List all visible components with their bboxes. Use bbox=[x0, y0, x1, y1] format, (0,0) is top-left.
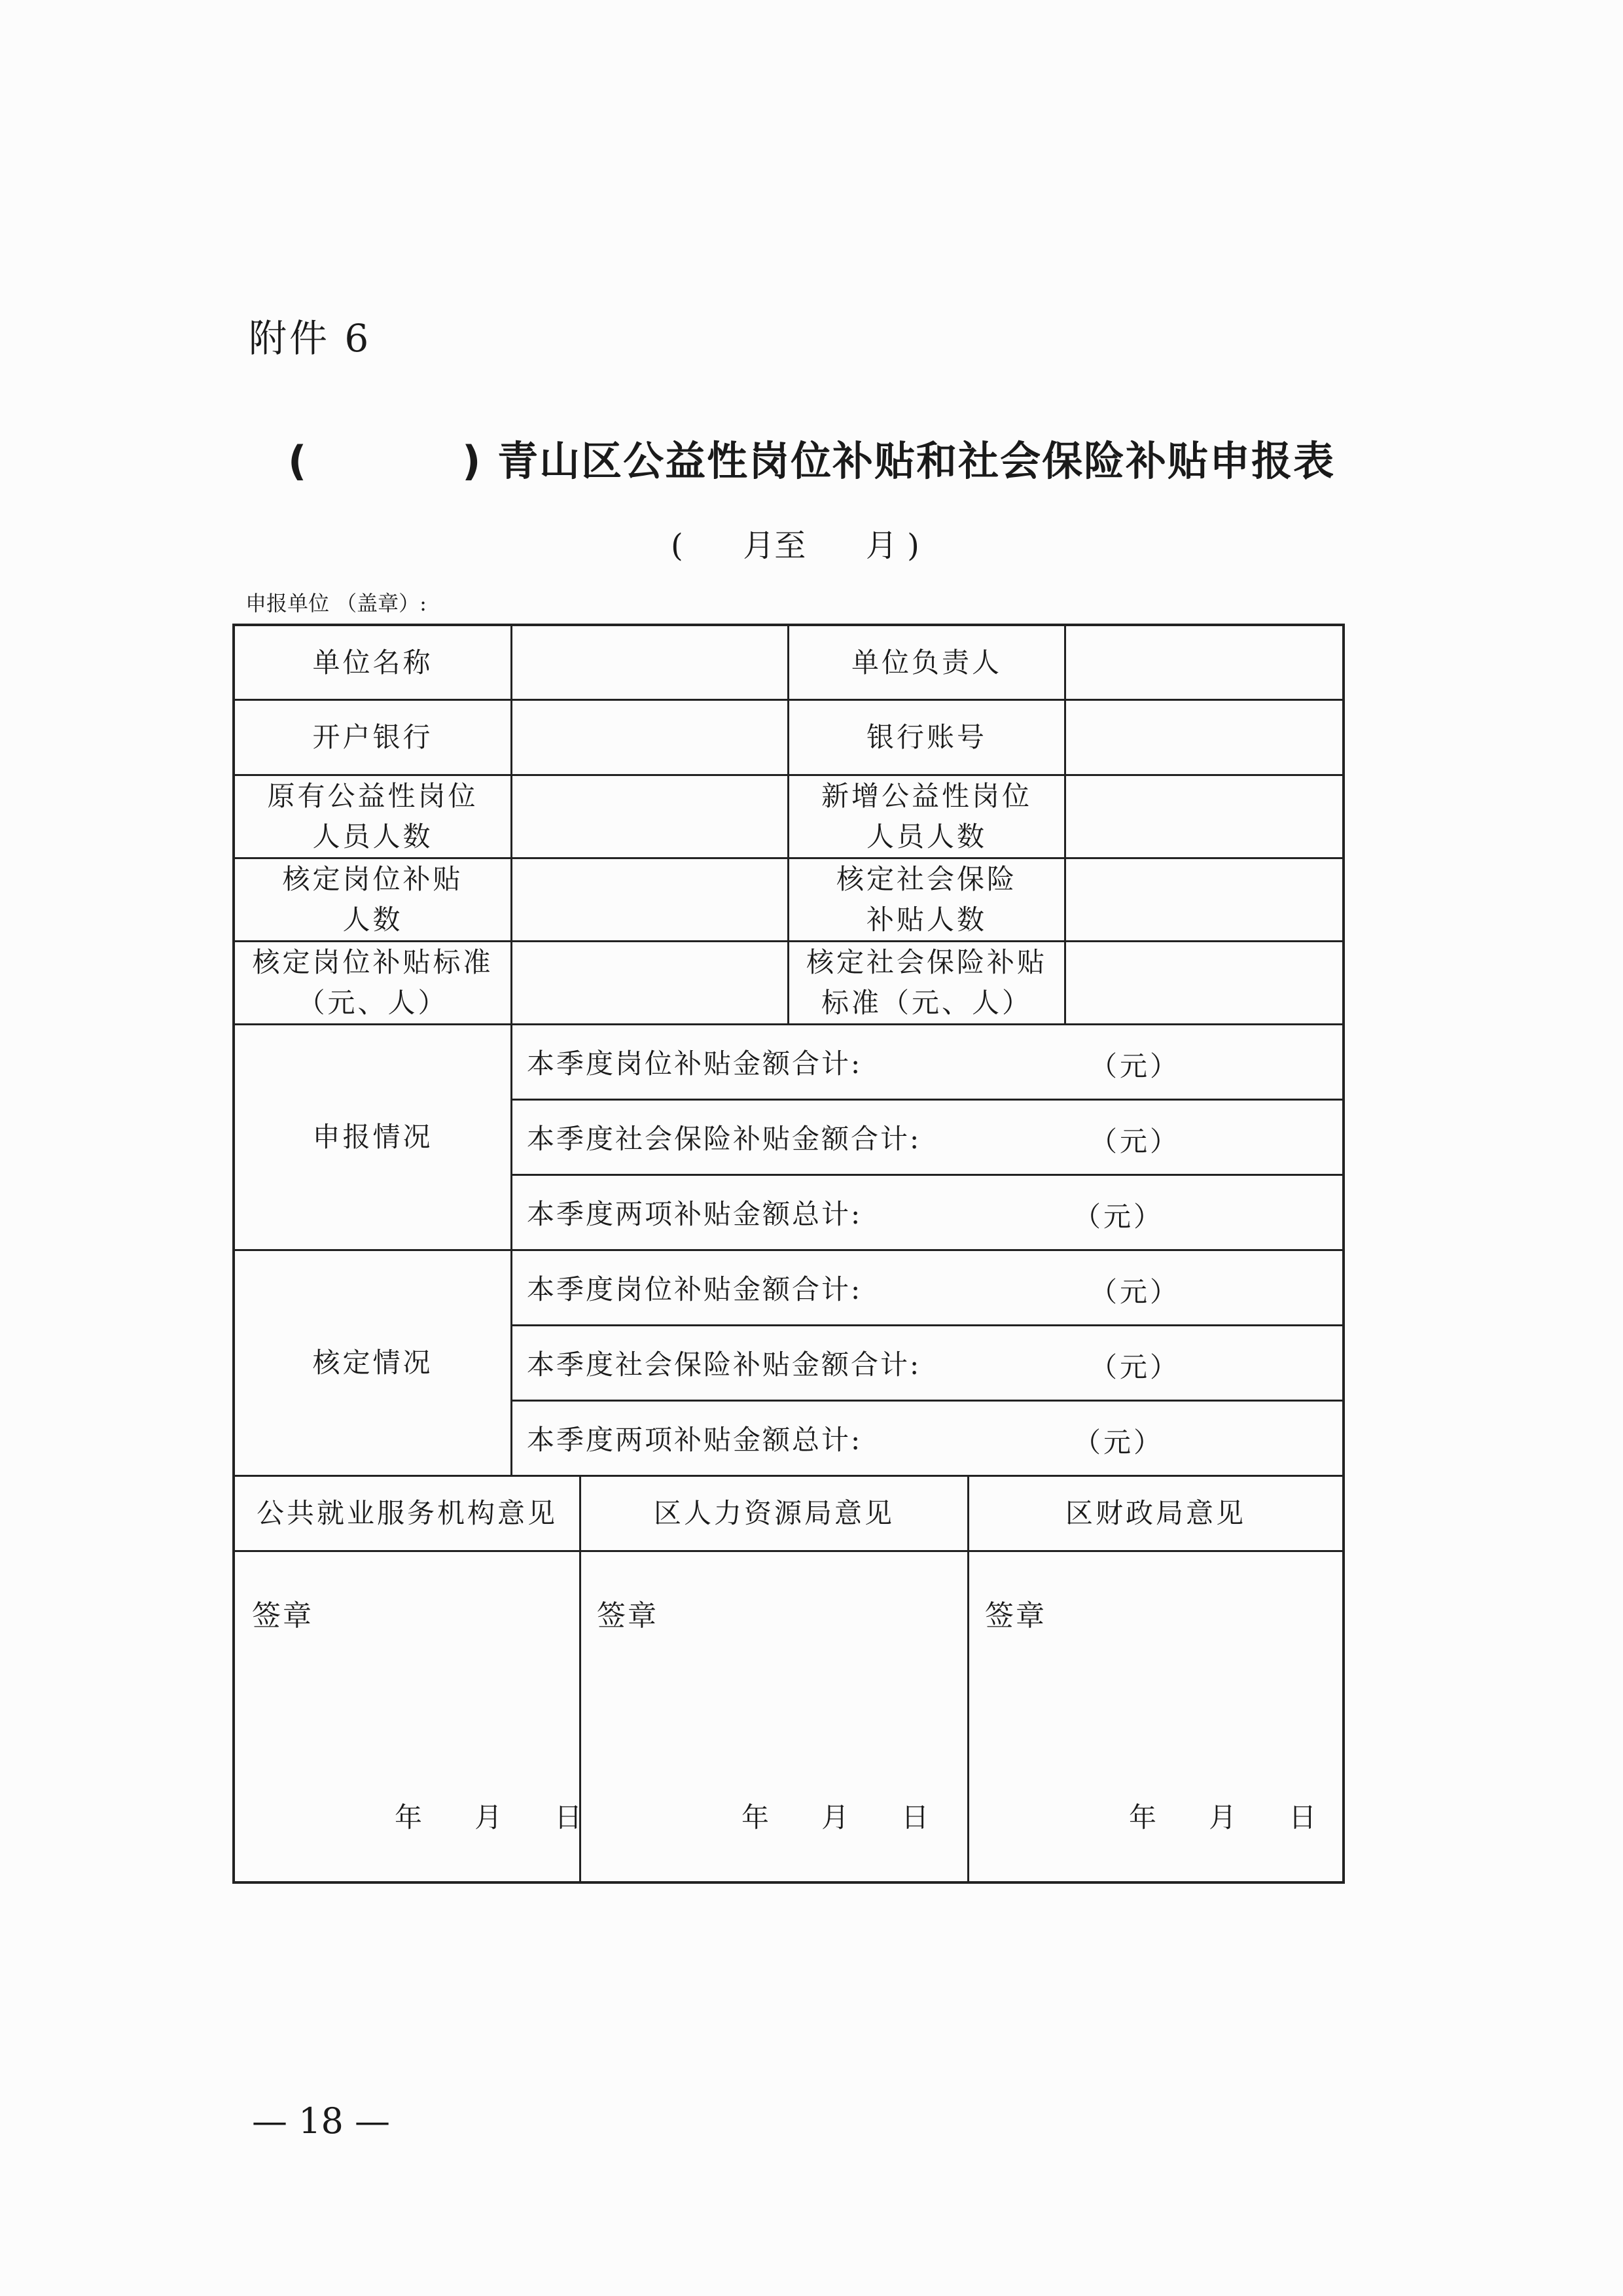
original-positions-field[interactable] bbox=[512, 776, 787, 857]
approved-subsidy-standard-field[interactable] bbox=[512, 942, 787, 1023]
yuan-unit: （元） bbox=[1073, 1201, 1164, 1233]
period-line: ( 月至 月 ) bbox=[671, 527, 919, 564]
applicant-unit-label: 申报单位 （盖章）: bbox=[245, 591, 427, 616]
declaration-section-label: 申报情况 bbox=[312, 1121, 433, 1153]
date-line: 年 月 日 bbox=[741, 1801, 929, 1833]
new-positions-label: 新增公益性岗位 人员人数 bbox=[821, 780, 1032, 853]
yuan-unit: （元） bbox=[1090, 1125, 1181, 1157]
approved-insurance-people-field[interactable] bbox=[1066, 859, 1342, 940]
approved-insurance-standard-field[interactable] bbox=[1066, 942, 1342, 1023]
bank-account-field[interactable] bbox=[1066, 701, 1342, 774]
approved-subsidy-standard-label: 核定岗位补贴标准 （元、人） bbox=[252, 946, 493, 1019]
unit-name-label: 单位名称 bbox=[312, 646, 433, 679]
unit-name-field[interactable] bbox=[512, 626, 787, 699]
approved-insurance-subsidy-label: 本季度社会保险补贴金额合计: bbox=[527, 1349, 921, 1381]
seal-label: 签章 bbox=[597, 1599, 658, 1633]
page-number: — 18 — bbox=[252, 2100, 391, 2142]
approved-subsidy-people-label: 核定岗位补贴 人数 bbox=[282, 863, 463, 936]
unit-head-label: 单位负责人 bbox=[851, 646, 1002, 679]
employment-service-opinion-header: 公共就业服务机构意见 bbox=[256, 1497, 558, 1529]
approved-subsidy-people-field[interactable] bbox=[512, 859, 787, 940]
date-line: 年 月 日 bbox=[1129, 1801, 1317, 1833]
approval-section-label: 核定情况 bbox=[312, 1347, 433, 1379]
declared-post-subsidy-label: 本季度岗位补贴金额合计: bbox=[527, 1048, 863, 1080]
finance-bureau-opinion-header: 区财政局意见 bbox=[1065, 1497, 1246, 1529]
hr-bureau-opinion-header: 区人力资源局意见 bbox=[653, 1497, 895, 1529]
unit-head-field[interactable] bbox=[1066, 626, 1342, 699]
approved-total-label: 本季度两项补贴金额总计: bbox=[527, 1424, 863, 1456]
bank-label: 开户银行 bbox=[312, 721, 433, 753]
form-title: ( ) 青山区公益性岗位补贴和社会保险补贴申报表 bbox=[288, 437, 1336, 485]
date-line: 年 月 日 bbox=[395, 1801, 582, 1833]
approved-post-subsidy-label: 本季度岗位补贴金额合计: bbox=[527, 1273, 863, 1305]
bank-field[interactable] bbox=[512, 701, 787, 774]
seal-label: 签章 bbox=[252, 1599, 313, 1633]
new-positions-field[interactable] bbox=[1066, 776, 1342, 857]
approved-insurance-standard-label: 核定社会保险补贴 标准（元、人） bbox=[806, 946, 1047, 1019]
seal-label: 签章 bbox=[985, 1599, 1046, 1633]
original-positions-label: 原有公益性岗位 人员人数 bbox=[267, 780, 478, 853]
yuan-unit: （元） bbox=[1073, 1426, 1164, 1458]
declared-insurance-subsidy-label: 本季度社会保险补贴金额合计: bbox=[527, 1123, 921, 1155]
yuan-unit: （元） bbox=[1090, 1351, 1181, 1383]
yuan-unit: （元） bbox=[1090, 1050, 1181, 1082]
approved-insurance-people-label: 核定社会保险 补贴人数 bbox=[836, 863, 1017, 936]
bank-account-label: 银行账号 bbox=[866, 721, 987, 753]
attachment-label: 附件 6 bbox=[249, 316, 372, 361]
declared-total-label: 本季度两项补贴金额总计: bbox=[527, 1198, 863, 1230]
yuan-unit: （元） bbox=[1090, 1276, 1181, 1308]
